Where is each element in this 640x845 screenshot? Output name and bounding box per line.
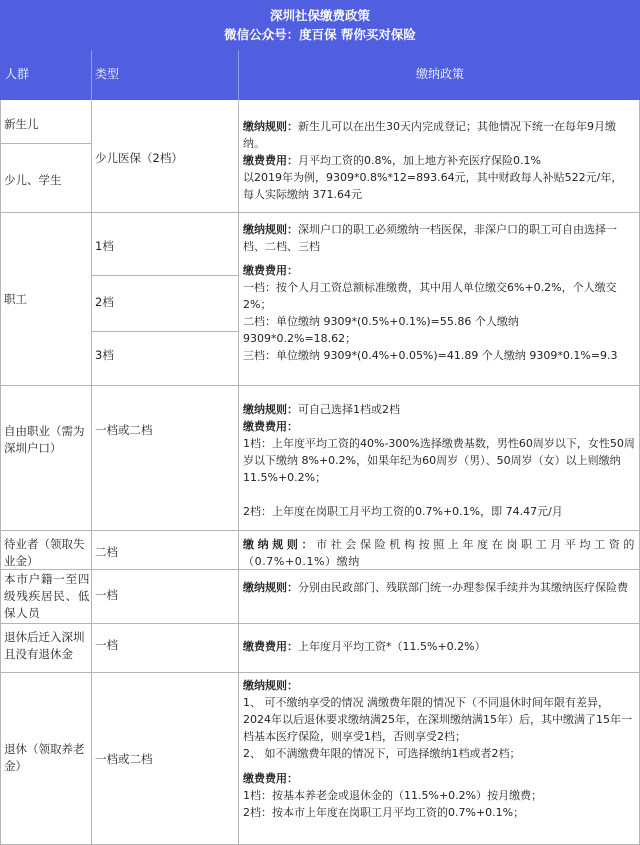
group-newborn: 新生儿 <box>4 117 39 131</box>
fee-tier-1: 一档：按个人月工资总额标准缴费，其中用人单位缴交6%+0.2%，个人缴交2%； <box>243 281 617 311</box>
rule-text: 市社会保险机构按照上年度在岗职工月平均工资的（0.7%+0.1%）缴纳 <box>243 538 635 568</box>
group-employee: 职工 <box>4 292 27 306</box>
policy-employee <box>243 221 635 364</box>
fee-example: 以2019年为例，9309*0.8%*12=893.64元，其中财政每人补贴522元/年， <box>243 171 623 184</box>
fee-actual: 每人实际缴纳 371.64元 <box>243 188 362 201</box>
header-policy: 缴纳政策 <box>415 67 464 81</box>
rule-2: 2、 如不满缴费年限的情况下，可选择缴纳1档或者2档； <box>243 747 521 760</box>
fee-tier-2: 2档：上年度在岗职工月平均工资的0.7%+0.1%，即 74.47元/月 <box>243 505 563 518</box>
policy-unemployed <box>243 536 635 570</box>
fee-label: 缴费费用： <box>243 264 298 277</box>
fee-tier-1: 1档：上年度平均工资的40%-300%选择缴费基数，男性60周岁以下，女性50周岁以下缴纳 8%+0.2%，如果年纪为60周岁（男）、50周岁（女）以上则缴纳11.5%+0.2%； <box>243 437 635 484</box>
group-retired-migrant: 退休后迁入深圳且没有退休金 <box>4 630 85 661</box>
group-retiree: 退休（领取养老金） <box>4 742 85 773</box>
table-header <box>0 50 640 100</box>
rule-text: 分别由民政部门、残联部门统一办理参保手续并为其缴纳医疗保险费 <box>298 581 628 594</box>
type-employee-3: 3档 <box>95 348 114 362</box>
rule-label: 缴纳规则： <box>243 120 298 133</box>
fee-text: 月平均工资的0.8%，加上地方补充医疗保险0.1% <box>298 154 541 167</box>
policy-child <box>243 118 635 203</box>
rule-text: 可自己选择1档或2档 <box>298 403 400 416</box>
page-title: 深圳社保缴费政策 <box>269 8 370 23</box>
type-employee-2: 2档 <box>95 295 114 309</box>
rule-label: 缴纳规则： <box>243 679 298 692</box>
fee-label: 缴费费用： <box>243 640 298 653</box>
rule-text: 深圳户口的职工必须缴纳一档医保，非深户口的职工可自由选择一档、二档、三档 <box>243 223 617 253</box>
title-bar <box>0 0 640 50</box>
fee-label: 缴费费用： <box>243 772 298 785</box>
policy-freelance <box>243 401 635 520</box>
policy-retiree <box>243 677 635 821</box>
type-retired-migrant: 一档 <box>95 638 118 652</box>
type-freelance: 一档或二档 <box>95 423 153 437</box>
type-retiree: 一档或二档 <box>95 752 153 766</box>
fee-text: 上年度月平均工资*（11.5%+0.2%） <box>298 640 486 653</box>
group-unemployed: 待业者（领取失业金） <box>4 537 85 568</box>
fee-tier-3: 三档：单位缴纳 9309*(0.4%+0.05%)=41.89 个人缴纳 9309*0.1%=9.3 <box>243 349 618 362</box>
rule-label: 缴纳规则： <box>243 538 317 551</box>
header-type: 类型 <box>95 67 120 81</box>
page-subtitle: 微信公众号：度百保 帮你买对保险 <box>224 27 416 42</box>
fee-label: 缴费费用： <box>243 420 298 433</box>
fee-label: 缴费费用： <box>243 154 298 167</box>
rule-label: 缴纳规则： <box>243 403 298 416</box>
group-freelance: 自由职业（需为深圳户口） <box>4 424 85 455</box>
fee-tier-2: 2档：按本市上年度在岗职工月平均工资的0.7%+0.1%； <box>243 806 525 819</box>
fee-tier-2: 二档：单位缴纳 9309*(0.5%+0.1%)=55.86 个人缴纳 9309*0.2%=18.62； <box>243 315 519 345</box>
type-child: 少儿医保（2档） <box>95 151 183 165</box>
type-unemployed: 二档 <box>95 545 118 559</box>
header-group: 人群 <box>5 67 30 81</box>
fee-tier-1: 1档：按基本养老金或退休金的（11.5%+0.2%）按月缴费； <box>243 789 543 802</box>
policy-retired-migrant <box>243 638 635 655</box>
type-disabled: 一档 <box>95 588 118 602</box>
group-child: 少儿、学生 <box>4 173 62 187</box>
rule-text: 新生儿可以在出生30天内完成登记；其他情况下统一在每年9月缴纳。 <box>243 120 616 150</box>
group-disabled: 本市户籍一至四级残疾居民、低保人员 <box>4 572 90 620</box>
rule-label: 缴纳规则： <box>243 581 298 594</box>
policy-disabled <box>243 579 635 596</box>
rule-1: 1、 可不缴纳享受的情况 满缴费年限的情况下（不同退休时间年限有差异，2024年以后退休要求缴纳满25年，在深圳缴纳满15年）后，其中缴满了15年一档基本医疗保险，则享受1档，否则享受2档； <box>243 696 632 743</box>
rule-label: 缴纳规则： <box>243 223 298 236</box>
type-employee-1: 1档 <box>95 239 114 253</box>
